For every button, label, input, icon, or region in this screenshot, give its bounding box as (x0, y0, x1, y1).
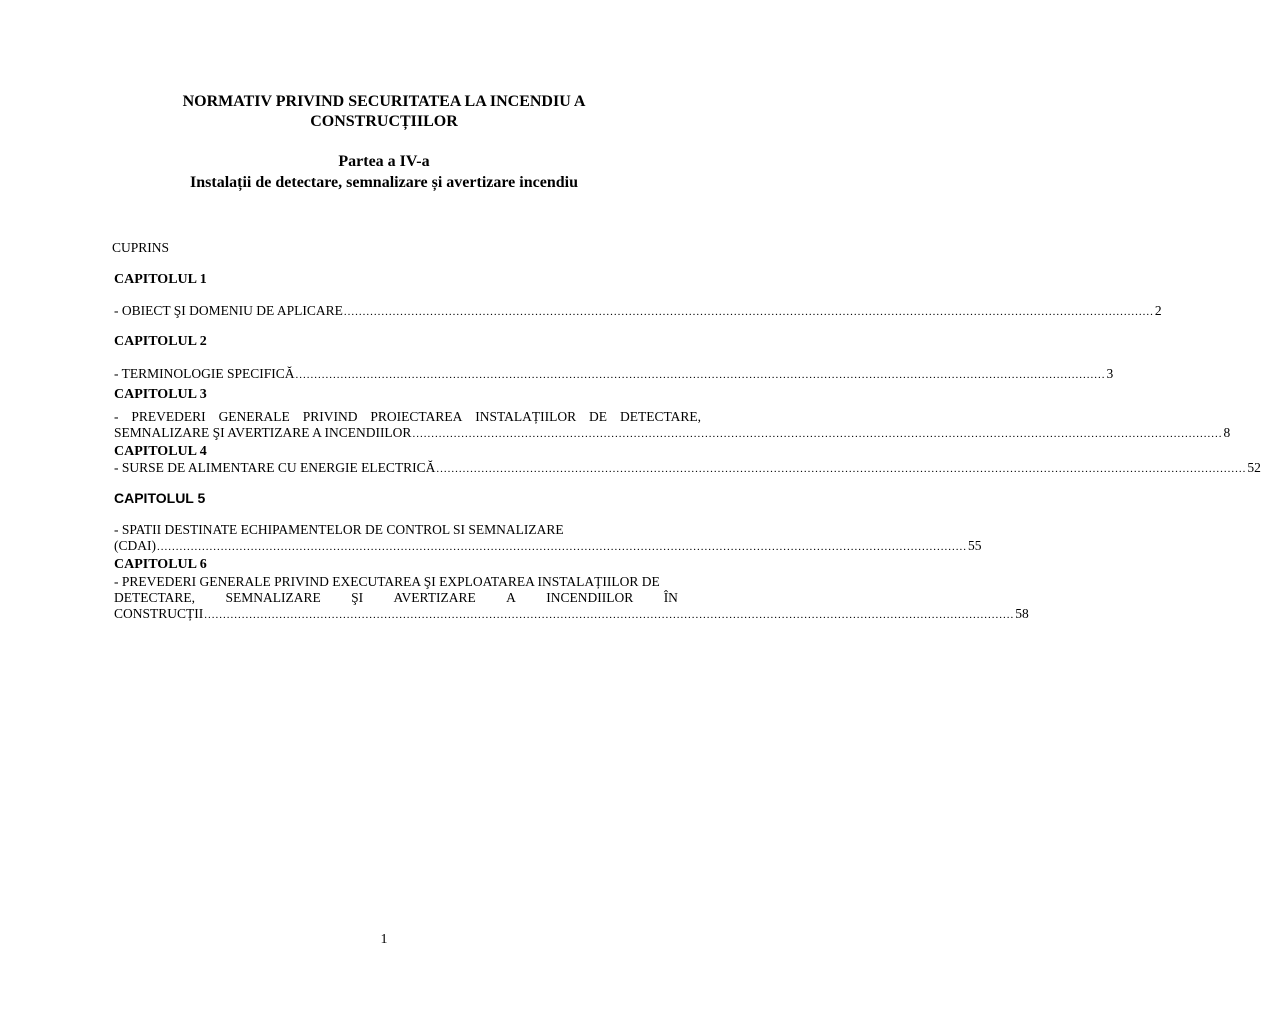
toc-entry-chapter-6-line2[interactable] (114, 590, 678, 606)
word: GENERALE (218, 409, 290, 424)
word: - (114, 409, 119, 424)
toc-entry-chapter-2[interactable] (114, 366, 1114, 382)
toc-entry-chapter-5-line1: - SPATII DESTINATE ECHIPAMENTELOR DE CONTROL SI SEMNALIZARE (114, 522, 564, 537)
toc-entry-chapter-5[interactable] (114, 538, 982, 554)
toc-entry-page: 58 (1015, 606, 1029, 621)
toc-entry-text: (CDAI) (114, 538, 156, 553)
word: PRIVIND (302, 409, 358, 424)
chapter-2-heading: CAPITOLUL 2 (114, 334, 207, 349)
toc-entry-page: 3 (1106, 366, 1114, 381)
word: DETECTARE, (114, 590, 196, 605)
chapter-6-heading: CAPITOLUL 6 (114, 557, 207, 572)
toc-entry-chapter-3[interactable] (114, 425, 1231, 441)
dot-leader: ........................................................................................................................................................................................................................ (412, 428, 1223, 440)
dot-leader: ........................................................................................................................................................................................................................ (343, 306, 1154, 318)
word: AVERTIZARE (393, 590, 476, 605)
toc-entry-text: CONSTRUCȚII (114, 606, 204, 621)
document-part: Partea a IV-a (338, 153, 430, 170)
dot-leader: ........................................................................................................................................................................................................................ (157, 541, 967, 553)
toc-entry-chapter-3-line1[interactable] (114, 409, 701, 425)
chapter-1-heading: CAPITOLUL 1 (114, 272, 207, 287)
toc-entry-chapter-4[interactable] (114, 460, 1261, 476)
document-subtitle: Instalații de detectare, semnalizare și avertizare incendiu (190, 174, 578, 191)
dot-leader: ........................................................................................................................................................................................................................ (436, 463, 1247, 475)
toc-entry-text: - SURSE DE ALIMENTARE CU ENERGIE ELECTRICĂ (114, 460, 436, 475)
dot-leader: ........................................................................................................................................................................................................................ (204, 609, 1015, 621)
page-number: 1 (380, 932, 388, 947)
toc-entry-page: 2 (1154, 303, 1162, 318)
toc-entry-page: 52 (1247, 460, 1261, 475)
word: A (506, 590, 516, 605)
word: DE (589, 409, 608, 424)
toc-entry-chapter-6-line1: - PREVEDERI GENERALE PRIVIND EXECUTAREA ŞI EXPLOATAREA INSTALAȚIILOR DE (114, 574, 660, 589)
word: SEMNALIZARE (225, 590, 321, 605)
dot-leader: ........................................................................................................................................................................................................................ (295, 369, 1106, 381)
word: ÎN (663, 590, 678, 605)
toc-entry-page: 8 (1223, 425, 1231, 440)
word: PREVEDERI (131, 409, 206, 424)
word: PROIECTAREA (370, 409, 463, 424)
toc-entry-page: 55 (968, 538, 982, 553)
word: INSTALAȚIILOR (475, 409, 577, 424)
chapter-3-heading: CAPITOLUL 3 (114, 387, 207, 402)
chapter-4-heading: CAPITOLUL 4 (114, 444, 207, 459)
toc-entry-text: - TERMINOLOGIE SPECIFICĂ (114, 366, 295, 381)
toc-entry-text: - OBIECT ŞI DOMENIU DE APLICARE (114, 303, 343, 318)
word: INCENDIILOR (546, 590, 634, 605)
toc-entry-chapter-6[interactable] (114, 606, 1029, 622)
chapter-5-heading: CAPITOLUL 5 (114, 490, 206, 506)
toc-entry-chapter-1[interactable] (114, 303, 1162, 319)
word: ŞI (351, 590, 364, 605)
toc-label: CUPRINS (112, 240, 170, 255)
document-title-line2: CONSTRUCȚIILOR (310, 113, 458, 130)
word: DETECTARE, (619, 409, 701, 424)
toc-entry-text: SEMNALIZARE ŞI AVERTIZARE A INCENDIILOR (114, 425, 412, 440)
document-title-line1: NORMATIV PRIVIND SECURITATEA LA INCENDIU A (182, 93, 586, 110)
